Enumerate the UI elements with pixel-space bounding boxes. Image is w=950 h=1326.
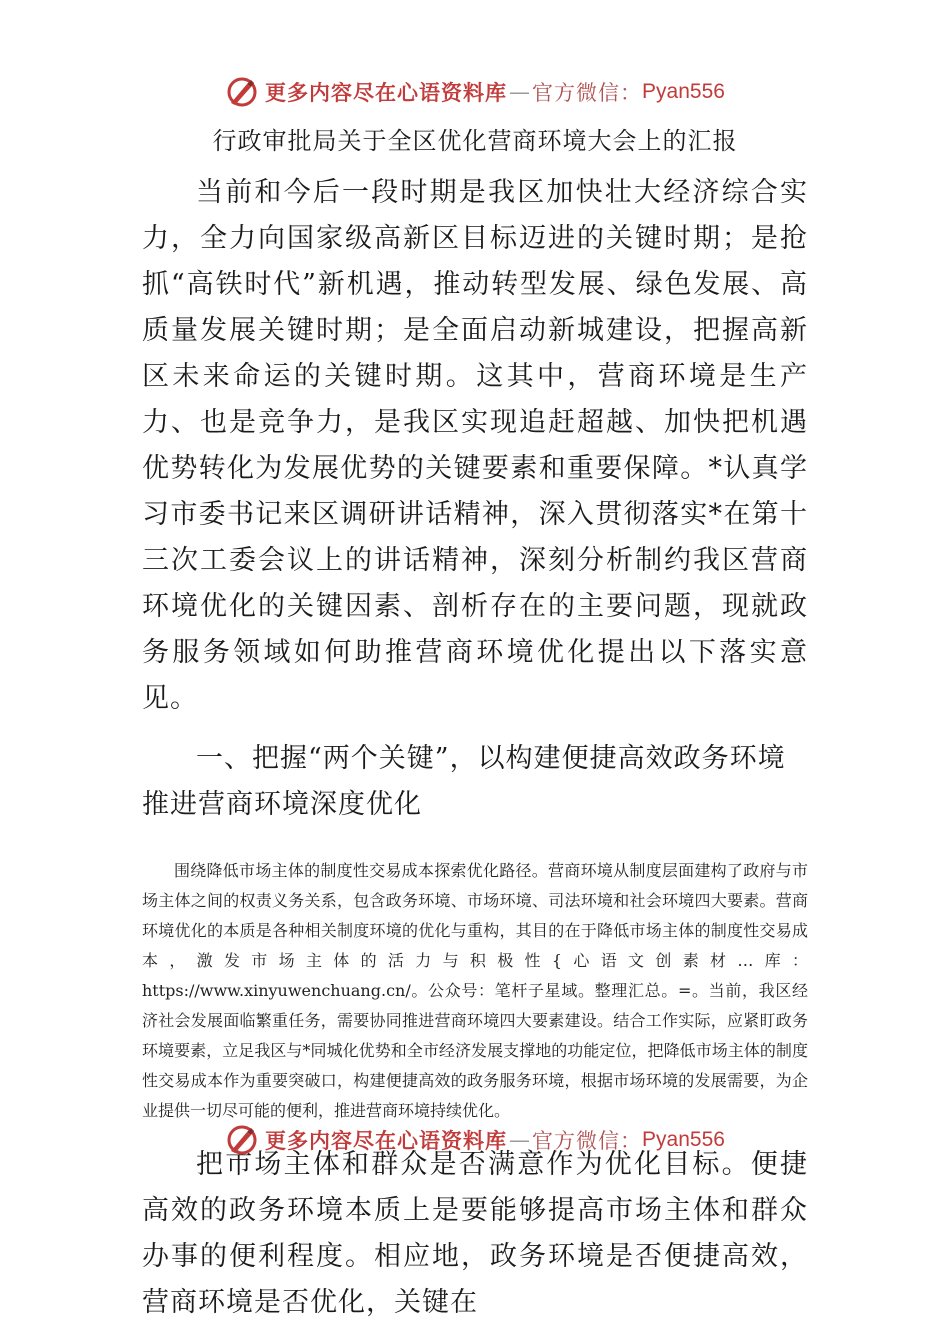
section-heading-1: 一、把握“两个关键”，以构建便捷高效政务环境推进营商环境深度优化 <box>142 743 786 820</box>
watermark-wechat-id: Pyan556 <box>642 1128 725 1151</box>
paragraph-intro: 当前和今后一段时期是我区加快壮大经济综合实力，全力向国家级高新区目标迈进的关键时期；是抢抓“高铁时代”新机遇，推动转型发展、绿色发展、高质量发展关键时期；是全面启动新城建设，把握高新区未来命运的关键时期。这其中，营商环境是生产力、也是竞争力，是我区实现追赶超越、加快把机遇优势转化为发展优势的关键要素和重要保障。*认真学习市委书记来区调研讲话精神，深入贯彻落实*在第十三次工委会议上的讲话精神，深刻分析制约我区营商环境优化的关键因素、剖析存在的主要问题，现就政务服务领域如何助推营商环境优化提出以下落实意见。 <box>142 177 808 714</box>
pen-logo-icon <box>225 1123 259 1157</box>
pen-logo-icon <box>225 75 259 109</box>
paragraph-small-print: 围绕降低市场主体的制度性交易成本探索优化路径。营商环境从制度层面建构了政府与市场主体之间的权责义务关系，包含政务环境、市场环境、司法环境和社会环境四大要素。营商环境优化的本质是各种相关制度环境的优化与重构，其目的在于降低市场主体的制度性交易成本，激发市场主体的活力与积极性{心语文创素材…库：https://www.xinyuwenchuang.cn/。公众号：笔杆子星域。整理汇总。=。当前，我区经济社会发展面临繁重任务，需要协同推进营商环境四大要素建设。结合工作实际，应紧盯政务环境要素，立足我区与*同城化优势和全市经济发展支撑地的功能定位，把降低市场主体的制度性交易成本作为重要突破口，构建便捷高效的政务服务环境，根据市场环境的发展需要，为企业提供一切尽可能的便利，推进营商环境持续优化。 <box>142 861 808 1120</box>
watermark-separator: — <box>509 1128 531 1152</box>
watermark-main-text: 更多内容尽在心语资料库 <box>265 1129 508 1153</box>
watermark-separator: — <box>509 80 531 104</box>
watermark-sub-text: 官方微信： <box>532 81 643 105</box>
watermark-sub-text: 官方微信： <box>532 1129 643 1153</box>
watermark-main-text: 更多内容尽在心语资料库 <box>265 81 508 105</box>
footer-watermark <box>0 1120 950 1160</box>
header-watermark <box>0 72 950 112</box>
watermark-wechat-id: Pyan556 <box>642 80 725 103</box>
paragraph-goal: 把市场主体和群众是否满意作为优化目标。便捷高效的政务环境本质上是要能够提高市场主体和群众办事的便利程度。相应地，政务环境是否便捷高效，营商环境是否优化，关键在 <box>142 1149 808 1318</box>
document-title: 行政审批局关于全区优化营商环境大会上的汇报 <box>212 127 738 155</box>
